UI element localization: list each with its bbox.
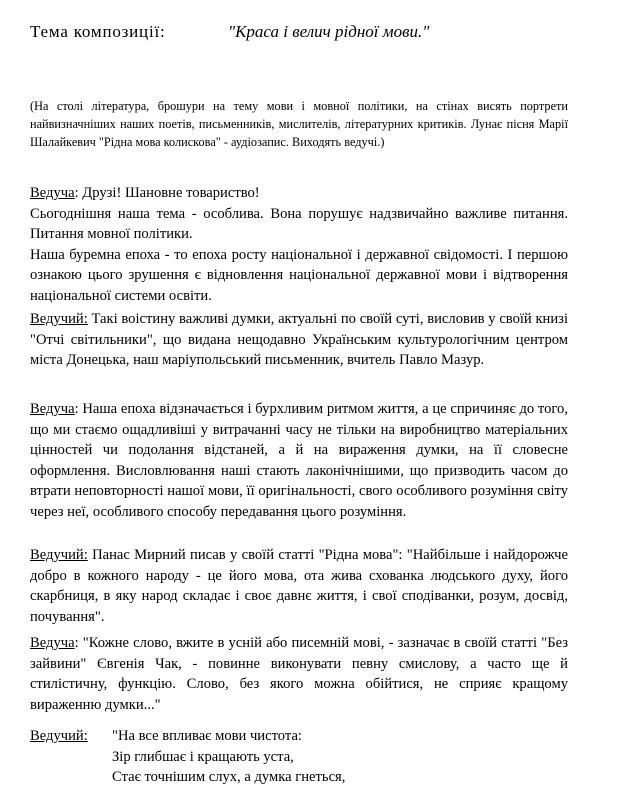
poem-line: Зір глибшає і кращають уста, — [112, 748, 294, 765]
poem-block — [30, 726, 568, 788]
theme-title: "Краса і велич рідної мови." — [228, 22, 430, 41]
speech-paragraph: Ведуча: Друзі! Шановне товариство! — [30, 185, 260, 201]
speech-paragraph: Ведучий: Панас Мирний писав у своїй статті "Рідна мова": "Найбільше і найдорожче добро в кожного народу - це його мова, ота жива схованка людського духу, його скарбниця, в яку народ складає і своє давнє життя, і свої сподіванки, розум, досвід, почування". — [30, 547, 568, 625]
poem-line: Стає точнішим слух, а думка гнеться, — [112, 769, 346, 786]
speech-block — [30, 183, 568, 307]
speech-block — [30, 399, 568, 523]
speaker-name: Ведучий: — [30, 728, 88, 744]
speech-block — [30, 633, 568, 715]
stage-direction: (На столі література, брошури на тему мови і мовної політики, на стінах висять портрети найвизначніших наших поетів, письменників, мислителів, літературних критиків. Лунає пісня Марії Шалайкевич "Рідна мова колискова" - аудіозапис. Виходять ведучі.) — [30, 99, 568, 149]
speaker-name: Ведуча — [30, 185, 75, 201]
speaker-name: Ведучий: — [30, 547, 88, 563]
speech-paragraph: Ведуча: Наша епоха відзначається і бурхливим ритмом життя, а це спричиняє до того, що ми стаємо ощадливіші у витрачанні часу не тільки на виробництво матеріальних цінностей чи подолання відстаней, а й на вираження думки, на її словесне оформлення. Висловлювання наші стають лаконічнішими, що призводить часом до втрати неповторності нашої мови, її оригінальності, свого особливого розуміння світу через неї, особливого способу передавання цього розуміння. — [30, 401, 568, 520]
speaker-name: Ведуча — [30, 635, 75, 651]
speaker-name: Ведучий: — [30, 311, 88, 327]
speech-paragraph: Ведучий: Такі воістину важливі думки, актуальні по своїй суті, висловив у своїй книзі "Отчі світильники", що видана нещодавно Українським культурологічним центром міста Донецька, наш маріупольський письменник, вчитель Павло Мазур. — [30, 311, 568, 369]
speech-block — [30, 545, 568, 627]
speech-paragraph: Наша буремна епоха - то епоха росту національної і державної свідомості. І першою ознакою цього зрушення є відновлення національної державної мови і відтворення національної системи освіти. — [30, 246, 568, 304]
speaker-name: Ведуча — [30, 401, 75, 417]
speech-paragraph: Ведуча: "Кожне слово, вжите в усній або писемній мові, - зазначає в своїй статті "Без зайвини" Євгенія Чак, - повинне виконувати певну смислову, а часто ще й стилістичну, функцію. Слово, без якого можна обійтися, не сприяє кращому вираженню думки..." — [30, 635, 568, 713]
speech-paragraph: Сьогоднішня наша тема - особлива. Вона порушує надзвичайно важливе питання. Питання мовної політики. — [30, 205, 568, 243]
theme-label: Тема композиції: — [30, 22, 166, 41]
speech-block — [30, 309, 568, 371]
poem-line: "На все впливає мови чистота: — [112, 728, 302, 744]
